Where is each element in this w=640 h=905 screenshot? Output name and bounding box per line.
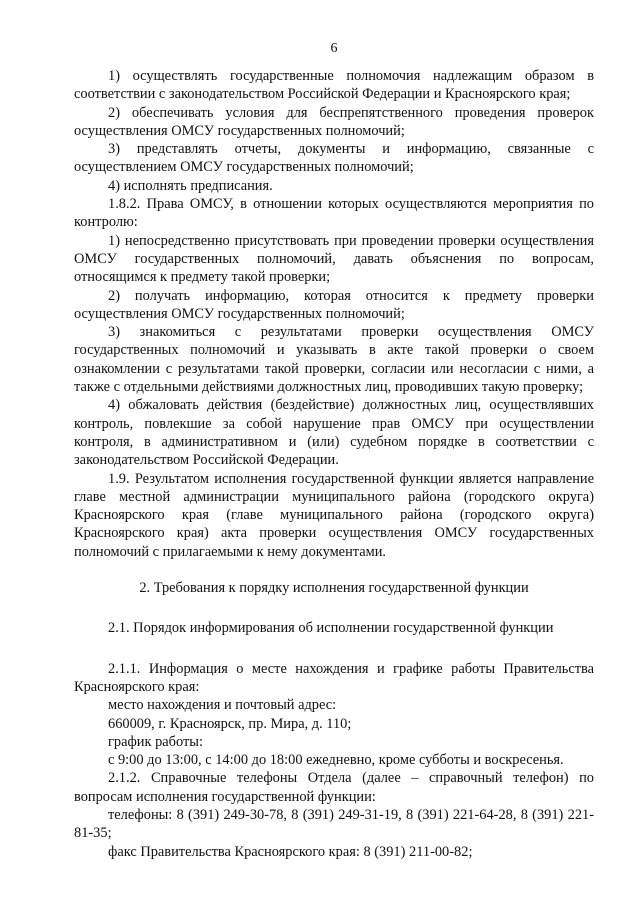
paragraph: 1) непосредственно присутствовать при проведении проверки осуществления ОМСУ государственных полномочий, давать объяснения по вопросам, относящимся к предмету такой проверки; [74,232,594,286]
paragraph: 2.1.2. Справочные телефоны Отдела (далее – справочный телефон) по вопросам исполнения государственной функции: [74,770,594,805]
paragraph: место нахождения и почтовый адрес: [108,697,337,714]
paragraph: 3) знакомиться с результатами проверки осуществления ОМСУ государственных полномочий и указывать в акте такой проверки о своем ознакомлении с результатами такой проверки, согласии или несогласии с ними, а также с отдельными действиями должностных лиц, проводивших такую проверку; [74,324,594,396]
paragraph: 2.1.1. Информация о месте нахождения и графике работы Правительства Красноярского края: [74,660,594,695]
section-heading: 2. Требования к порядку исполнения государственной функции [139,580,529,597]
paragraph: 2) обеспечивать условия для беспрепятственного проведения проверок осуществления ОМСУ государственных полномочий; [74,104,594,139]
paragraph: 1.8.2. Права ОМСУ, в отношении которых осуществляются мероприятия по контролю: [74,196,594,231]
paragraph: 2) получать информацию, которая относится к предмету проверки осуществления ОМСУ государственных полномочий; [74,287,594,322]
paragraph: телефоны: 8 (391) 249-30-78, 8 (391) 249-31-19, 8 (391) 221-64-28, 8 (391) 221-81-35; [74,806,594,842]
paragraph: 4) обжаловать действия (бездействие) должностных лиц, осуществлявших контроль, повлекшие за собой нарушение прав ОМСУ при осуществлении контроля, в административном и (или) судебном порядке в соответствии с законодательством Российской Федерации. [74,397,594,469]
paragraph: с 9:00 до 13:00, с 14:00 до 18:00 ежедневно, кроме субботы и воскресенья. [108,752,564,769]
paragraph: 1.9. Результатом исполнения государственной функции является направление главе местной администрации муниципального района (городского округа) Красноярского края (главе муниципального района (городского округа) Красноярского края) акта проверки осуществления ОМСУ государственных полномочий с прилагаемыми к нему документами. [74,470,594,560]
paragraph: 660009, г. Красноярск, пр. Мира, д. 110; [108,715,352,732]
paragraph: 1) осуществлять государственные полномочия надлежащим образом в соответствии с законодательством Российской Федерации и Красноярского края; [74,68,594,103]
paragraph: 4) исполнять предписания. [108,177,273,194]
paragraph: график работы: [108,733,203,750]
paragraph: факс Правительства Красноярского края: 8 (391) 211-00-82; [108,843,473,860]
page-number: 6 [330,41,338,56]
subsection-heading: 2.1. Порядок информирования об исполнении государственной функции [108,620,554,637]
paragraph: 3) представлять отчеты, документы и информацию, связанные с осуществлением ОМСУ государственных полномочий; [74,141,594,176]
